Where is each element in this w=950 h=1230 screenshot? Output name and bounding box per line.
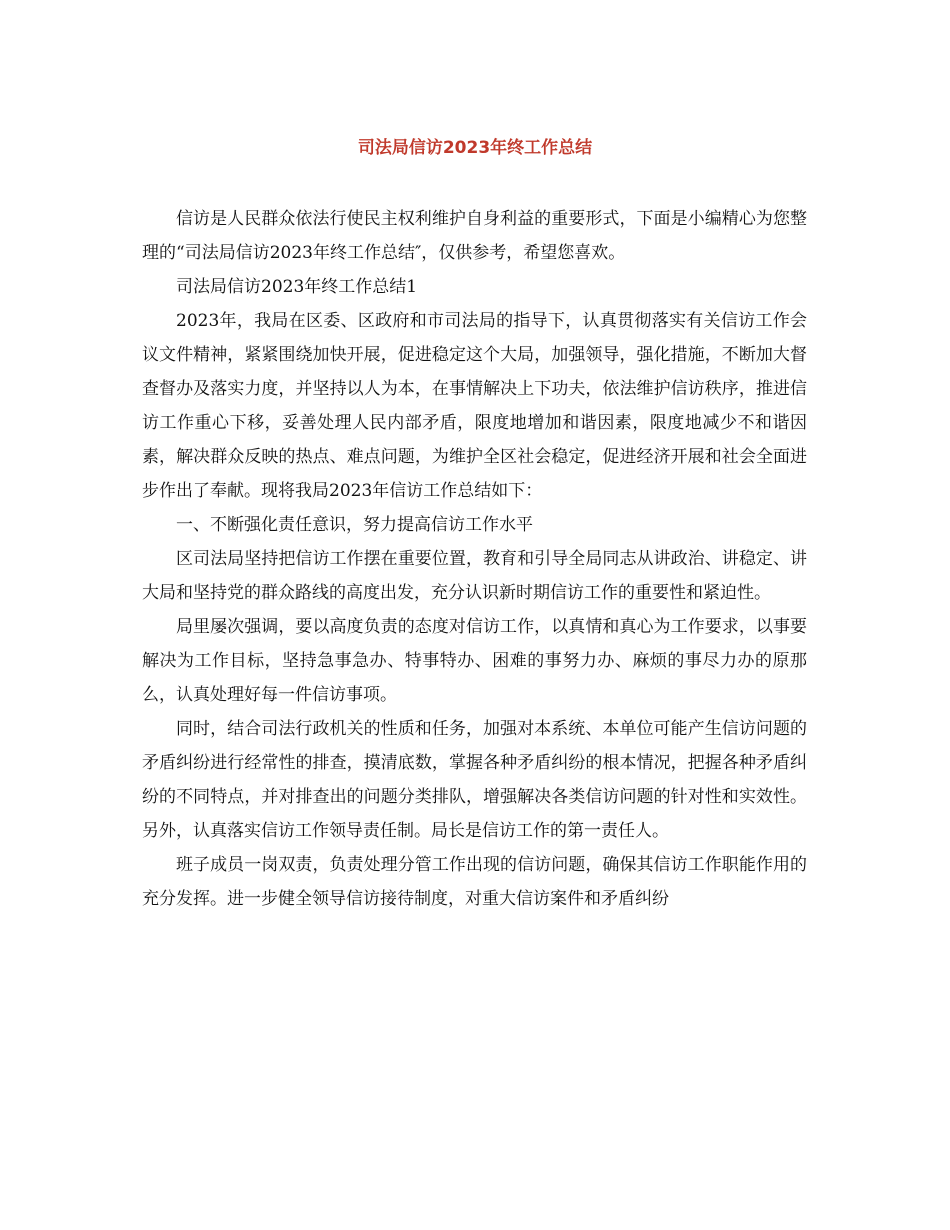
paragraph-1: 区司法局坚持把信访工作摆在重要位置，教育和引导全局同志从讲政治、讲稳定、讲大局和坚持党的群众路线的高度出发，充分认识新时期信访工作的重要性和紧迫性。 [142, 549, 807, 603]
document-body [142, 202, 807, 916]
paragraph-intro: 信访是人民群众依法行使民主权利维护自身利益的重要形式，下面是小编精心为您整理的“司法局信访2023年终工作总结″，仅供参考，希望您喜欢。 [142, 209, 807, 263]
paragraph-overview: 2023年，我局在区委、区政府和市司法局的指导下，认真贯彻落实有关信访工作会议文件精神，紧紧围绕加快开展，促进稳定这个大局，加强领导，强化措施，不断加大督查督办及落实力度，并坚持以人为本，在事情解决上下功夫，依法维护信访秩序，推进信访工作重心下移，妥善处理人民内部矛盾，限度地增加和谐因素，限度地减少不和谐因素，解决群众反映的热点、难点问题，为维护全区社会稳定，促进经济开展和社会全面进步作出了奉献。现将我局2023年信访工作总结如下： [142, 311, 807, 501]
paragraph-section-heading: 司法局信访2023年终工作总结1 [176, 277, 418, 297]
paragraph-subheading-1: 一、不断强化责任意识，努力提高信访工作水平 [176, 515, 533, 535]
paragraph-2: 局里屡次强调，要以高度负责的态度对信访工作，以真情和真心为工作要求，以事要解决为工作目标，坚持急事急办、特事特办、困难的事努力办、麻烦的事尽力办的原那么，认真处理好每一件信访事项。 [142, 617, 807, 705]
document-title: 司法局信访2023年终工作总结 [357, 138, 593, 158]
paragraph-4: 班子成员一岗双责，负责处理分管工作出现的信访问题，确保其信访工作职能作用的充分发挥。进一步健全领导信访接待制度，对重大信访案件和矛盾纠纷 [142, 855, 807, 909]
paragraph-3: 同时，结合司法行政机关的性质和任务，加强对本系统、本单位可能产生信访问题的矛盾纠纷进行经常性的排查，摸清底数，掌握各种矛盾纠纷的根本情况，把握各种矛盾纠纷的不同特点，并对排查出的问题分类排队，增强解决各类信访问题的针对性和实效性。另外，认真落实信访工作领导责任制。局长是信访工作的第一责任人。 [142, 719, 807, 841]
